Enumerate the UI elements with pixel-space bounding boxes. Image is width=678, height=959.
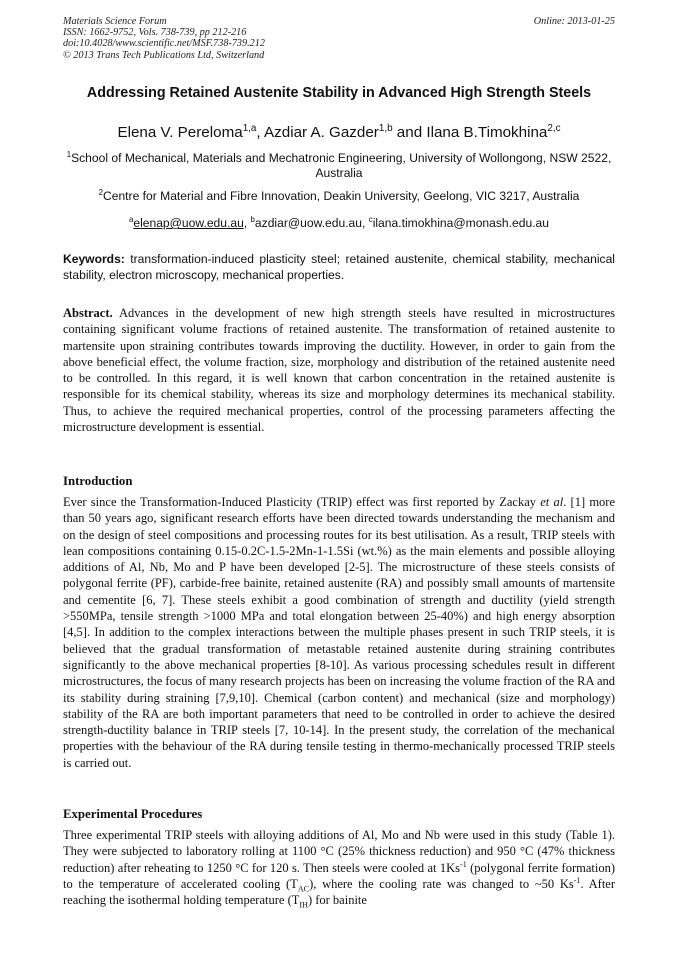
issn-line: ISSN: 1662-9752, Vols. 738-739, pp 212-216 (63, 27, 247, 39)
paragraph-text: ) for bainite (307, 893, 367, 908)
subscript: AC (297, 884, 310, 894)
author-name: Elena V. Pereloma (117, 124, 243, 141)
page-header (63, 16, 615, 61)
email-text: azdiar@uow.edu.au (254, 216, 363, 230)
email-link[interactable]: elenap@uow.edu.au (133, 216, 244, 230)
author-name: Azdiar A. Gazder (264, 124, 379, 141)
online-date: Online: 2013-01-25 (533, 16, 615, 27)
paragraph-text: ), where the cooling rate was changed to ~50 Ks (309, 876, 574, 891)
abstract-label: Abstract. (63, 306, 113, 320)
section-heading-introduction: Introduction (63, 474, 133, 488)
paragraph-text: Ever since the Transformation-Induced Plasticity (TRIP) effect was first reported by Zackay (63, 495, 541, 509)
affiliation-2 (63, 189, 615, 204)
journal-name: Materials Science Forum (63, 16, 167, 27)
introduction-paragraph (63, 494, 615, 771)
doi-line: doi:10.4028/www.scientific.net/MSF.738-739.212 (63, 38, 265, 50)
paragraph-text-italic: et al (540, 495, 564, 509)
author-affiliation-marker: 1,b (378, 122, 393, 134)
email-separator: , (362, 216, 369, 230)
superscript: -1 (573, 875, 581, 885)
affiliation-marker: 2 (98, 187, 103, 197)
author-list (63, 124, 615, 142)
paragraph-text: (polygonal ferrite formation) to the temperature of accelerated cooling (T (63, 860, 615, 891)
keywords (63, 252, 615, 283)
affiliation-text: School of Mechanical, Materials and Mechatronic Engineering, University of Wollongong, NSW 2522, Australia (71, 151, 612, 180)
affiliation-1 (63, 151, 615, 181)
keywords-label: Keywords: (63, 252, 125, 266)
paper-title: Addressing Retained Austenite Stability in Advanced High Strength Steels (86, 85, 592, 101)
author-name: Ilana B.Timokhina (426, 124, 548, 141)
author-separator: , (256, 124, 265, 141)
abstract (63, 305, 615, 435)
keywords-text: transformation-induced plasticity steel; retained austenite, chemical stability, mechanical stability, electron microscopy, mechanical properties. (63, 252, 615, 282)
superscript: -1 (460, 859, 467, 869)
experimental-paragraph (63, 827, 615, 908)
paragraph-text: . After reaching the isothermal holding temperature (T (63, 876, 615, 908)
email-separator: , (243, 216, 251, 230)
author-separator: and (392, 124, 427, 141)
author-affiliation-marker: 1,a (242, 122, 257, 134)
paragraph-text: Three experimental TRIP steels with alloying additions of Al, Mo and Nb were used in this study (Table 1). They were subjected to laboratory rolling at 1100 °C (25% thickness reduction) and 950 °C (47% thickness reduction) after reheating to 1250 °C for 120 s. Then steels were cooled at 1Ks (63, 828, 615, 875)
abstract-text: Advances in the development of new high strength steels have resulted in microstructures containing significant volume fractions of retained austenite. The transformation of retained austenite to martensite upon straining contributes towards improving the ductility. However, in order to gain from the above beneficial effect, the volume fraction, size, morphology and distribution of the retained austenite need to be controlled. In this regard, it is well known that carbon concentration in the retained austenite is responsible for its chemical stability, whereas its size and morphology determines its mechanical stability. Thus, to achieve the required mechanical properties, control of the processing parameters affecting the microstructure development is essential. (63, 306, 615, 435)
author-emails (63, 216, 615, 231)
affiliation-marker: 1 (66, 149, 72, 159)
email-marker: c (368, 214, 373, 224)
section-heading-experimental: Experimental Procedures (63, 807, 203, 821)
subscript: IH (299, 900, 308, 910)
author-affiliation-marker: 2,c (547, 122, 561, 134)
paragraph-text: . [1] more than 50 years ago, significant research efforts have been directed towards understanding the mechanism and on the design of steel compositions and processing routes for its best utilisation. As a result, TRIP steels with lean compositions containing 0.15-0.2C-1.5-2Mn-1-1.5Si (wt.%) as the main elements and possible alloying additions of Al, Nb, Mo and P have been developed [2-5]. The microstructure of these steels consists of polygonal ferrite (PF), carbide-free bainite, retained austenite (RA) and possibly small amounts of martensite and cementite [6, 7]. These steels exhibit a good combination of strength and ductility (yield strength >550MPa, tensile strength >1000 MPa and total elongation between 25-40%) and high energy absorption [4,5]. In addition to the complex interactions between the multiple phases present in such TRIP steels, it is believed that the gradual transformation of metastable retained austenite during straining contributes significantly to the above mechanical properties [8-10]. As various processing schedules result in different microstructures, the focus of many research projects has been on increasing the volume fraction of the RA and its stability during straining [7,9,10]. Chemical (carbon content) and mechanical (size and morphology) stability of the RA are both important parameters that need to be controlled in order to achieve the desired strength-ductility balance in TRIP steels [7, 10-14]. In the present study, the correlation of the mechanical properties with the behaviour of the RA during tensile testing in thermo-mechanically processed TRIP steels is carried out. (63, 495, 616, 770)
copyright-line: © 2013 Trans Tech Publications Ltd, Switzerland (63, 49, 265, 61)
email-marker: a (128, 214, 134, 224)
email-marker: b (250, 214, 255, 224)
email-text: ilana.timokhina@monash.edu.au (372, 216, 550, 230)
affiliation-text: Centre for Material and Fibre Innovation, Deakin University, Geelong, VIC 3217, Australia (103, 189, 580, 203)
